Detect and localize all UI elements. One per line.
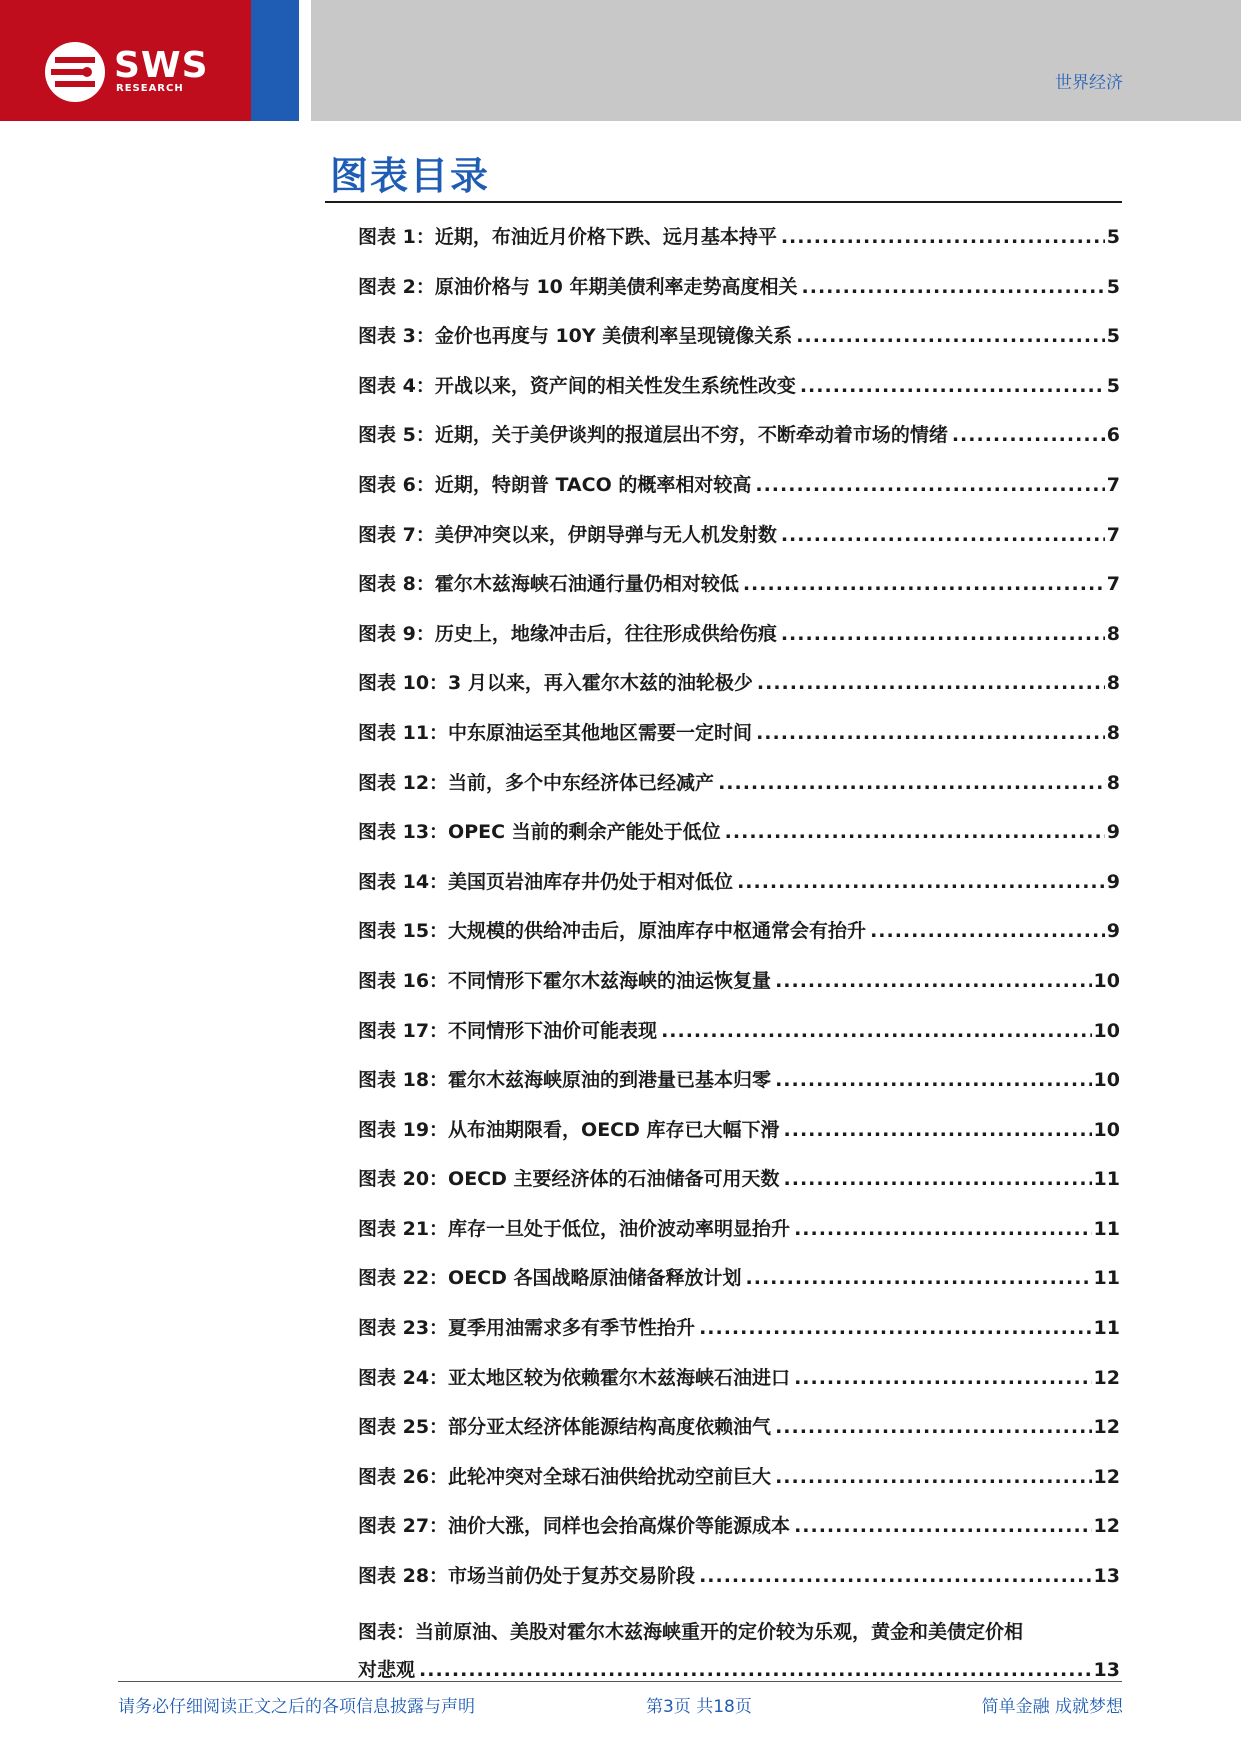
footer-divider xyxy=(118,1681,1122,1682)
toc-entry[interactable] xyxy=(358,272,1120,322)
toc-entry-label: 图表 14：美国页岩油库存井仍处于相对低位 xyxy=(358,870,734,893)
toc-entry[interactable] xyxy=(358,768,1120,818)
header-blue-bar xyxy=(251,0,299,121)
toc-leader-dots xyxy=(796,325,1105,347)
toc-leader-dots xyxy=(737,871,1105,893)
toc-leader-dots xyxy=(419,1659,1092,1681)
toc-entry-label: 图表 10：3 月以来，再入霍尔木兹的油轮极少 xyxy=(358,672,753,695)
toc-entry[interactable] xyxy=(358,420,1120,470)
toc-entry[interactable] xyxy=(358,1363,1120,1413)
toc-entry-label: 图表 1：近期，布油近月价格下跌、远月基本持平 xyxy=(358,226,777,248)
toc-entry-page: 10 xyxy=(1093,1069,1120,1092)
toc-entry-page: 9 xyxy=(1106,821,1120,844)
toc-leader-dots xyxy=(781,623,1105,645)
toc-leader-dots xyxy=(746,1267,1092,1289)
toc-entry[interactable] xyxy=(358,1412,1120,1462)
toc-entry-label: 图表 19：从布油期限看，OECD 库存已大幅下滑 xyxy=(358,1118,780,1141)
toc-entry-label: 图表 25：部分亚太经济体能源结构高度依赖油气 xyxy=(358,1416,772,1439)
toc-entry-label: 图表 3：金价也再度与 10Y 美债利率呈现镜像关系 xyxy=(358,325,793,348)
toc-entry-label: 图表 6：近期，特朗普 TACO 的概率相对较高 xyxy=(358,473,752,496)
toc-leader-dots xyxy=(775,1466,1091,1488)
toc-leader-dots xyxy=(757,672,1105,694)
toc-leader-dots xyxy=(775,970,1091,992)
toc-entry[interactable] xyxy=(358,1462,1120,1512)
footer-disclaimer: 请务必仔细阅读正文之后的各项信息披露与声明 xyxy=(118,1697,475,1717)
toc-entry-label: 图表 7：美伊冲突以来，伊朗导弹与无人机发射数 xyxy=(358,523,777,546)
toc-leader-dots xyxy=(718,772,1105,794)
toc-entry-page: 10 xyxy=(1093,1019,1120,1042)
toc-entry-page: 9 xyxy=(1106,920,1120,943)
toc-leader-dots xyxy=(784,1168,1092,1190)
toc-entry-page: 13 xyxy=(1093,1658,1120,1681)
toc-entry[interactable] xyxy=(358,1164,1120,1214)
toc-entry-label: 图表 17：不同情形下油价可能表现 xyxy=(358,1019,658,1042)
toc-entry-label: 图表 21：库存一旦处于低位，油价波动率明显抬升 xyxy=(358,1217,791,1240)
toc-entry-page: 9 xyxy=(1106,870,1120,893)
toc-entry[interactable] xyxy=(358,222,1120,272)
toc-entry-page: 7 xyxy=(1106,473,1120,496)
toc-entry-page: 12 xyxy=(1093,1515,1120,1538)
toc-entry-page: 11 xyxy=(1093,1317,1120,1340)
toc-leader-dots xyxy=(699,1317,1091,1339)
toc-entry-label: 图表 23：夏季用油需求多有季节性抬升 xyxy=(358,1317,696,1340)
toc-entry[interactable] xyxy=(358,1511,1120,1561)
toc-entry[interactable] xyxy=(358,817,1120,867)
toc-entry-page: 8 xyxy=(1106,622,1120,645)
toc-entry-label-line1: 图表：当前原油、美股对霍尔木兹海峡重开的定价较为乐观，黄金和美债定价相 xyxy=(358,1620,1024,1643)
toc-entry-label: 图表 18：霍尔木兹海峡原油的到港量已基本归零 xyxy=(358,1069,772,1092)
toc-leader-dots xyxy=(781,524,1105,546)
toc-entry-page: 5 xyxy=(1106,275,1120,298)
toc-entry[interactable] xyxy=(358,520,1120,570)
toc-leader-dots xyxy=(775,1069,1091,1091)
toc-entry-label: 图表 20：OECD 主要经济体的石油储备可用天数 xyxy=(358,1168,780,1191)
toc-entry-label: 图表 27：油价大涨，同样也会抬高煤价等能源成本 xyxy=(358,1515,791,1538)
toc-entry-page: 8 xyxy=(1106,721,1120,744)
toc-entry-page: 11 xyxy=(1093,1217,1120,1240)
toc-entry-page: 8 xyxy=(1106,672,1120,695)
toc-entry[interactable] xyxy=(358,371,1120,421)
toc-entry[interactable] xyxy=(358,1065,1120,1115)
toc-leader-dots xyxy=(802,276,1105,298)
toc-entry[interactable] xyxy=(358,1016,1120,1066)
toc-entry-label: 图表 5：近期，关于美伊谈判的报道层出不穷，不断牵动着市场的情绪 xyxy=(358,424,948,447)
toc-entry[interactable] xyxy=(358,1561,1120,1611)
toc-entry-page: 12 xyxy=(1093,1416,1120,1439)
toc-entry-page: 8 xyxy=(1106,771,1120,794)
toc-entry-label: 图表 28：市场当前仍处于复苏交易阶段 xyxy=(358,1565,696,1588)
toc-entry-label-line2: 对悲观 xyxy=(358,1658,416,1681)
toc-entry[interactable] xyxy=(358,569,1120,619)
section-label: 世界经济 xyxy=(1055,73,1123,93)
toc-entry-page: 12 xyxy=(1093,1465,1120,1488)
toc-entry-label: 图表 8：霍尔木兹海峡石油通行量仍相对较低 xyxy=(358,573,739,596)
toc-entry-label: 图表 26：此轮冲突对全球石油供给扰动空前巨大 xyxy=(358,1465,772,1488)
toc-entry[interactable] xyxy=(358,1214,1120,1264)
toc-leader-dots xyxy=(775,1416,1091,1438)
title-divider xyxy=(325,201,1122,203)
toc-entry[interactable] xyxy=(358,966,1120,1016)
toc-entry-label: 图表 11：中东原油运至其他地区需要一定时间 xyxy=(358,721,753,744)
toc-entry-page: 13 xyxy=(1093,1565,1120,1588)
toc-entry-page: 10 xyxy=(1093,1118,1120,1141)
toc-entry-label: 图表 2：原油价格与 10 年期美债利率走势高度相关 xyxy=(358,275,798,298)
toc-entry[interactable] xyxy=(358,668,1120,718)
toc-leader-dots xyxy=(800,375,1105,397)
footer-page-number: 第3页 共18页 xyxy=(646,1697,752,1717)
toc-leader-dots xyxy=(743,573,1105,595)
toc-leader-dots xyxy=(755,474,1104,496)
toc-entry[interactable] xyxy=(358,1115,1120,1165)
sws-logo-icon xyxy=(43,40,107,104)
toc-entry-label: 图表 9：历史上，地缘冲击后，往往形成供给伤痕 xyxy=(358,622,777,645)
toc-entry-label: 图表 4：开战以来，资产间的相关性发生系统性改变 xyxy=(358,374,796,397)
toc-entry-label: 图表 15：大规模的供给冲击后，原油库存中枢通常会有抬升 xyxy=(358,920,867,943)
footer-slogan: 简单金融 成就梦想 xyxy=(981,1697,1123,1717)
toc-entry[interactable] xyxy=(358,619,1120,669)
toc-entry-label: 图表 24：亚太地区较为依赖霍尔木兹海峡石油进口 xyxy=(358,1366,791,1389)
toc-entry[interactable] xyxy=(358,867,1120,917)
toc-entry-label: 图表 22：OECD 各国战略原油储备释放计划 xyxy=(358,1267,742,1290)
toc-leader-dots xyxy=(794,1515,1091,1537)
figure-toc xyxy=(358,222,1120,1682)
toc-leader-dots xyxy=(756,722,1105,744)
toc-entry-page: 5 xyxy=(1106,374,1120,397)
toc-entry[interactable] xyxy=(358,916,1120,966)
toc-entry-page: 7 xyxy=(1106,573,1120,596)
toc-leader-dots xyxy=(870,920,1105,942)
toc-leader-dots xyxy=(794,1367,1091,1389)
logo-subtext: RESEARCH xyxy=(116,83,184,94)
toc-entry[interactable] xyxy=(358,470,1120,520)
toc-leader-dots xyxy=(725,821,1105,843)
toc-entry-page: 11 xyxy=(1093,1168,1120,1191)
toc-entry-multiline[interactable] xyxy=(358,1617,1120,1682)
toc-entry-label: 图表 16：不同情形下霍尔木兹海峡的油运恢复量 xyxy=(358,969,772,992)
toc-entry-label: 图表 12：当前，多个中东经济体已经减产 xyxy=(358,771,715,794)
toc-entry[interactable] xyxy=(358,1263,1120,1313)
toc-leader-dots xyxy=(952,424,1105,446)
toc-entry[interactable] xyxy=(358,718,1120,768)
toc-entry-page: 5 xyxy=(1106,325,1120,348)
toc-entry-page: 10 xyxy=(1093,969,1120,992)
toc-leader-dots xyxy=(784,1119,1092,1141)
toc-entry-page: 6 xyxy=(1106,424,1120,447)
toc-entry-page: 5 xyxy=(1106,226,1120,248)
toc-entry-page: 11 xyxy=(1093,1267,1120,1290)
toc-entry-page: 12 xyxy=(1093,1366,1120,1389)
header-gap xyxy=(299,0,311,121)
header-grey-bar xyxy=(311,0,1241,121)
toc-entry-page: 7 xyxy=(1106,523,1120,546)
toc-entry[interactable] xyxy=(358,321,1120,371)
toc-entry[interactable] xyxy=(358,1313,1120,1363)
page-title: 图表目录 xyxy=(330,154,491,198)
toc-leader-dots xyxy=(781,226,1105,248)
toc-entry-label: 图表 13：OPEC 当前的剩余产能处于低位 xyxy=(358,821,721,844)
toc-leader-dots xyxy=(794,1218,1091,1240)
logo-text: SWS xyxy=(114,45,209,86)
toc-leader-dots xyxy=(699,1565,1091,1587)
toc-leader-dots xyxy=(661,1020,1091,1042)
